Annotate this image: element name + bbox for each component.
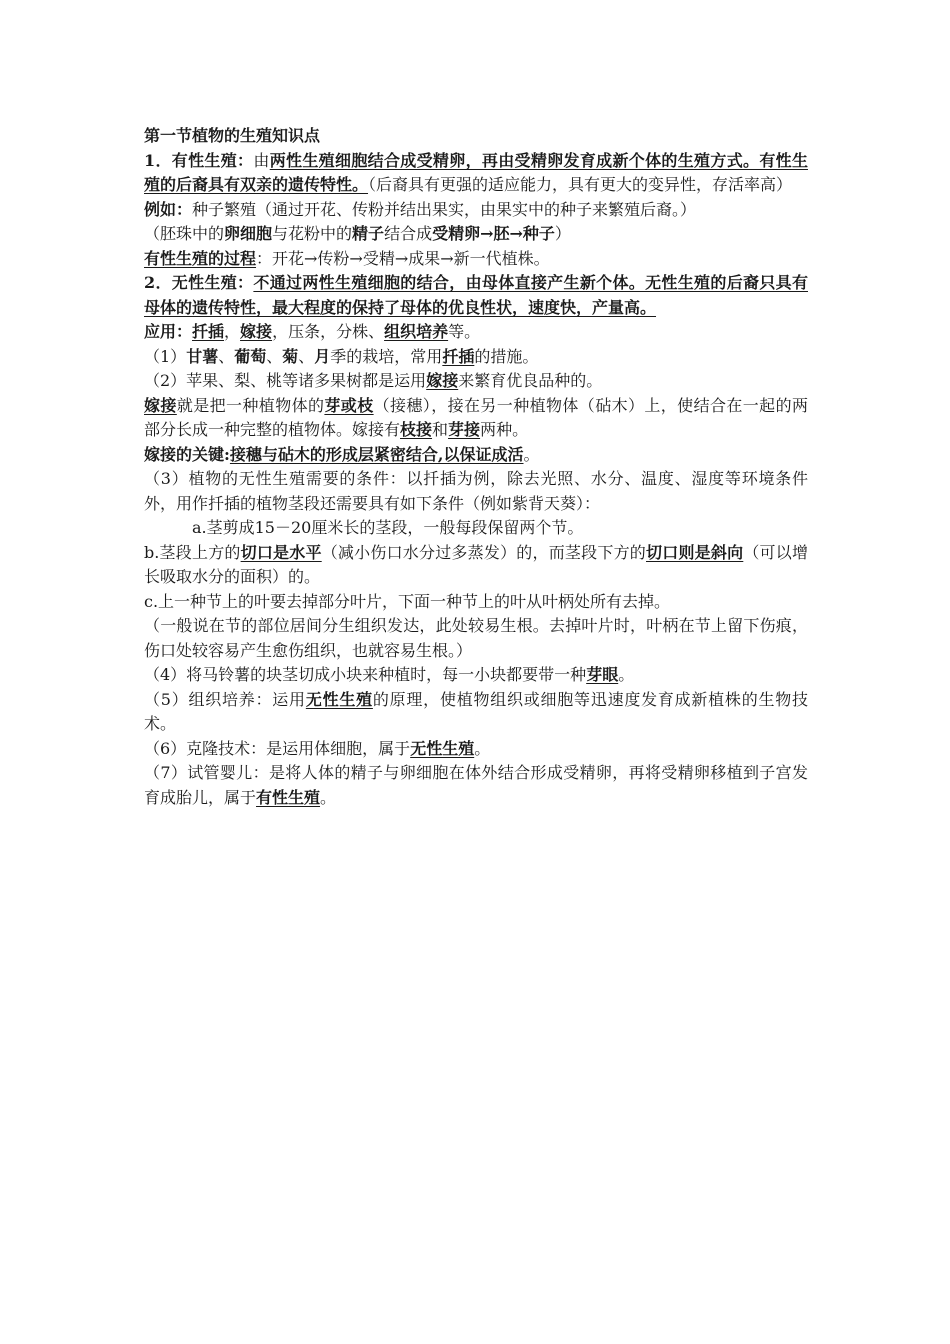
process-label: 有性生殖的过程 xyxy=(144,248,257,268)
keyword-branch-grafting: 枝接 xyxy=(400,420,433,439)
para-explanation: （一般说在节的部位居间分生组织发达，此处较易生根。去掉叶片时，叶柄在节上留下伤痕，伤口处较容易产生愈伤组织，也就容易生根。） xyxy=(144,616,808,660)
text: 由 xyxy=(253,150,270,170)
keyword-zygote-chain: 受精卵→胚→种子 xyxy=(432,224,555,243)
list-item-3: （3）植物的无性生殖需要的条件：以扦插为例，除去光照、水分、温度、湿度等环境条件外，用作扦插的植物茎段还需要具有如下条件（例如紫背天葵）： xyxy=(144,469,808,513)
text: 。 xyxy=(618,665,635,684)
text: （2）苹果、梨、桃等诸多果树都是运用 xyxy=(144,371,427,390)
condition-c: c.上一种节上的叶要去掉部分叶片，下面一种节上的叶从叶柄处所有去掉。 xyxy=(144,591,671,611)
text: 两种。 xyxy=(480,420,529,439)
text: 来繁育优良品种的。 xyxy=(458,371,603,390)
text: ， xyxy=(224,322,241,341)
example-label: 例如： xyxy=(144,199,193,219)
keyword-sperm: 精子 xyxy=(352,224,385,243)
keyword: 甘薯 xyxy=(186,346,219,366)
condition-a: a.茎剪成15－20厘米长的茎段，一般每段保留两个节。 xyxy=(192,518,584,537)
document-title: 第一节植物的生殖知识点 xyxy=(144,126,321,145)
text: 。 xyxy=(320,787,337,807)
grafting-key-text: 接穗与砧木的形成层紧密结合,以保证成活 xyxy=(229,444,524,464)
text: 就是把一种植物体的 xyxy=(176,395,325,415)
text: （可以增长吸取水分的面积）的。 xyxy=(144,542,808,586)
text: （接穗），接在另一种植物体（砧木）上，使结合在一起的两部分长成一种完整的植物体。嫁接有 xyxy=(144,395,808,439)
document-body xyxy=(144,124,808,810)
keyword-bud-or-branch: 芽或枝 xyxy=(324,395,374,415)
text: 、 xyxy=(266,346,283,366)
text: 与花粉中的 xyxy=(272,224,353,243)
para-example xyxy=(144,198,808,223)
keyword: 葡萄 xyxy=(234,346,267,366)
keyword-bud-grafting: 芽接 xyxy=(448,420,481,439)
keyword-slanted-cut: 切口则是斜向 xyxy=(646,542,744,562)
list-item-5 xyxy=(144,688,808,737)
text: 结合成 xyxy=(384,224,433,243)
para-process xyxy=(144,247,808,272)
keyword-grafting: 嫁接 xyxy=(426,371,459,390)
text: 。 xyxy=(474,738,491,758)
list-item-1 xyxy=(144,345,808,370)
grafting-key-label: 嫁接的关键: xyxy=(144,444,230,464)
keyword-asexual: 无性生殖 xyxy=(305,689,373,709)
list-item-4 xyxy=(144,663,808,688)
text: （5）组织培养：运用 xyxy=(144,689,306,709)
sexual-reproduction-definition: 两性生殖细胞结合成受精卵，再由受精卵发育成新个体的生殖方式。有性生殖的后裔具有双亲的遗传特性。 xyxy=(144,150,808,194)
text: （6）克隆技术：是运用体细胞，属于 xyxy=(144,738,411,758)
keyword-asexual: 无性生殖 xyxy=(410,738,475,758)
list-item-6 xyxy=(144,737,808,762)
process-text: ：开花→传粉→受精→成果→新一代植株。 xyxy=(256,248,550,268)
applications-label: 应用： xyxy=(144,322,193,341)
para-grafting xyxy=(144,394,808,443)
section-1-label: 1．有性生殖： xyxy=(144,150,254,170)
text: b.茎段上方的 xyxy=(144,542,241,562)
text: ） xyxy=(554,224,571,243)
asexual-reproduction-definition: 不通过两性生殖细胞的结合，由母体直接产生新个体。无性生殖的后裔只具有母体的遗传特性，最大程度的保持了母体的优良性状，速度快，产量高。 xyxy=(144,273,808,317)
text: ，压条，分株、 xyxy=(272,322,385,341)
keyword-bud-eye: 芽眼 xyxy=(586,665,619,684)
text: （1） xyxy=(144,346,187,366)
para-grafting-key xyxy=(144,443,808,468)
text: 。 xyxy=(523,444,540,464)
condition-b xyxy=(144,541,808,590)
text: 季的栽培，常用 xyxy=(330,346,443,366)
list-item-7 xyxy=(144,761,808,810)
text: （7）试管婴儿：是将人体的精子与卵细胞在体外结合形成受精卵，再将受精卵移植到子宫发育成胎儿，属于 xyxy=(144,763,808,807)
text: 、 xyxy=(298,346,315,366)
text: 等。 xyxy=(448,322,481,341)
keyword-horizontal-cut: 切口是水平 xyxy=(240,542,322,562)
keyword-grafting: 嫁接 xyxy=(240,322,273,341)
para-applications xyxy=(144,320,808,345)
text: 的原理，使植物组织或细胞等迅速度发育成新植株的生物技术。 xyxy=(144,689,808,733)
example-text: 种子繁殖（通过开花、传粉并结出果实，由果实中的种子来繁殖后裔。） xyxy=(192,199,697,219)
sexual-reproduction-note: （后裔具有更强的适应能力，具有更大的变异性，存活率高） xyxy=(368,175,793,194)
keyword-cutting: 扦插 xyxy=(442,346,475,366)
text: 和 xyxy=(432,420,449,439)
text: （减小伤口水分过多蒸发）的，而茎段下方的 xyxy=(321,542,647,562)
keyword: 菊 xyxy=(282,346,299,366)
text: （胚珠中的 xyxy=(144,224,225,243)
keyword-sexual: 有性生殖 xyxy=(256,787,321,807)
para-embryo xyxy=(144,222,808,247)
text: （4）将马铃薯的块茎切成小块来种植时，每一小块都要带一种 xyxy=(144,665,587,684)
text: 的措施。 xyxy=(474,346,539,366)
para-asexual-reproduction xyxy=(144,271,808,320)
keyword-grafting: 嫁接 xyxy=(144,395,177,415)
section-2-label: 2．无性生殖： xyxy=(144,273,254,292)
keyword-cutting: 扦插 xyxy=(192,322,225,341)
keyword: 月 xyxy=(314,346,331,366)
list-item-2 xyxy=(144,369,808,394)
keyword-egg-cell: 卵细胞 xyxy=(224,224,273,243)
para-sexual-reproduction xyxy=(144,149,808,198)
text: 、 xyxy=(218,346,235,366)
keyword-tissue-culture: 组织培养 xyxy=(384,322,449,341)
